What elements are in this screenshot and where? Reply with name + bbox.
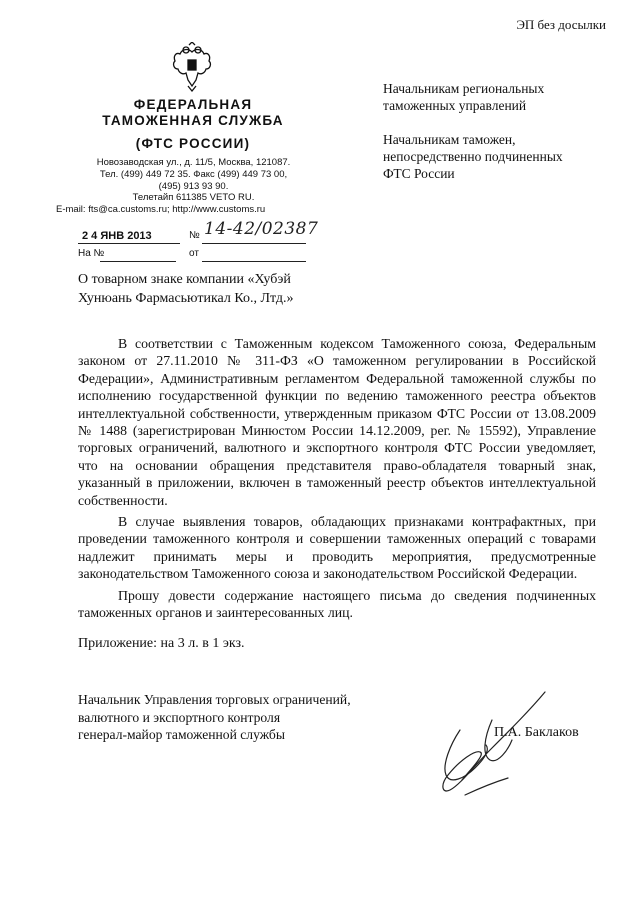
reference-date-label: от bbox=[189, 248, 199, 259]
address-email: E-mail: fts@ca.customs.ru; http://www.customs.ru bbox=[56, 204, 266, 216]
signatory-position bbox=[78, 691, 351, 744]
address-street: Новозаводская ул., д. 11/5, Москва, 121087. bbox=[96, 157, 291, 168]
subject-line: Хунюань Фармасьютикал Ко., Лтд.» bbox=[78, 291, 294, 306]
subject-line: О товарном знаке компании «Хубэй bbox=[78, 272, 291, 287]
position-line: валютного и экспортного контроля bbox=[78, 709, 281, 725]
position-line: генерал-майор таможенной службы bbox=[78, 727, 285, 742]
registration-date: 2 4 ЯНВ 2013 bbox=[82, 230, 152, 242]
distribution-note: ЭП без досылки bbox=[516, 17, 606, 32]
body-paragraph: В соответствии с Таможенным кодексом Таможенного союза, Федеральным законом от 27.11.2010 № 311-ФЗ «О таможенном регулировании в Российской Федерации», Административным регламентом Федеральной таможенной службы по исполнению государственной функции по ведению таможенного реестра объектов интеллектуальной собственности, утвержденным приказом ФТС России от 13.08.2009 № 1488 (зарегистрирован Минюстом России 14.12.2009, рег. № 15592), Управление торговых ограничений, валютного и экспортного контроля ФТС России уведомляет, что на основании обращения представителя право-обладателя товарный знак, указанный в приложении, включен в таможенный реестр объектов интеллектуальной собственности. bbox=[78, 336, 596, 508]
recipient-line: Начальникам таможен, bbox=[383, 132, 516, 147]
recipient-line: таможенных управлений bbox=[383, 98, 527, 113]
registration-number: 14-42/02387 bbox=[204, 219, 319, 239]
org-line-3: (ФТС РОССИИ) bbox=[135, 136, 251, 151]
signatory-name: П.А. Баклаков bbox=[494, 725, 579, 740]
number-label: № bbox=[189, 230, 200, 241]
letter-body bbox=[78, 335, 596, 626]
number-underline bbox=[202, 243, 306, 244]
reference-number-line bbox=[100, 261, 176, 262]
address-teletype: Телетайп 611385 VETO RU. bbox=[132, 192, 255, 204]
organization-address bbox=[56, 157, 321, 216]
recipient-line: ФТС России bbox=[383, 166, 455, 181]
organization-name bbox=[78, 97, 308, 152]
reference-number-label: На № bbox=[78, 248, 105, 259]
address-phones: Тел. (499) 449 72 35. Факс (499) 449 73 00, bbox=[99, 168, 288, 180]
recipient-block-2 bbox=[383, 131, 563, 182]
address-phones-2: (495) 913 93 90. bbox=[158, 180, 229, 192]
signature-icon bbox=[420, 690, 570, 800]
position-line: Начальник Управления торговых ограничений, bbox=[78, 692, 351, 707]
org-line-2: ТАМОЖЕННАЯ СЛУЖБА bbox=[102, 113, 284, 128]
recipient-block-1 bbox=[383, 80, 544, 114]
body-paragraph: Прошу довести содержание настоящего письма до сведения подчиненных таможенных органов и заинтересованных лиц. bbox=[78, 587, 596, 621]
recipient-line: Начальникам региональных bbox=[383, 81, 545, 96]
reference-date-line bbox=[202, 261, 306, 262]
coat-of-arms-icon bbox=[170, 42, 214, 92]
org-line-1: ФЕДЕРАЛЬНАЯ bbox=[133, 97, 253, 112]
date-underline bbox=[78, 243, 180, 244]
body-paragraph: В случае выявления товаров, обладающих признаками контрафактных, при проведении таможенного контроля и совершении таможенных операций с товарами надлежит принимать меры и проводить мероприятия, предусмотренные законодательством Таможенного союза и законодательством Российской Федерации. bbox=[78, 514, 596, 582]
attachment-note: Приложение: на 3 л. в 1 экз. bbox=[78, 636, 245, 651]
letter-subject bbox=[78, 270, 358, 308]
recipient-line: непосредственно подчиненных bbox=[383, 149, 563, 164]
